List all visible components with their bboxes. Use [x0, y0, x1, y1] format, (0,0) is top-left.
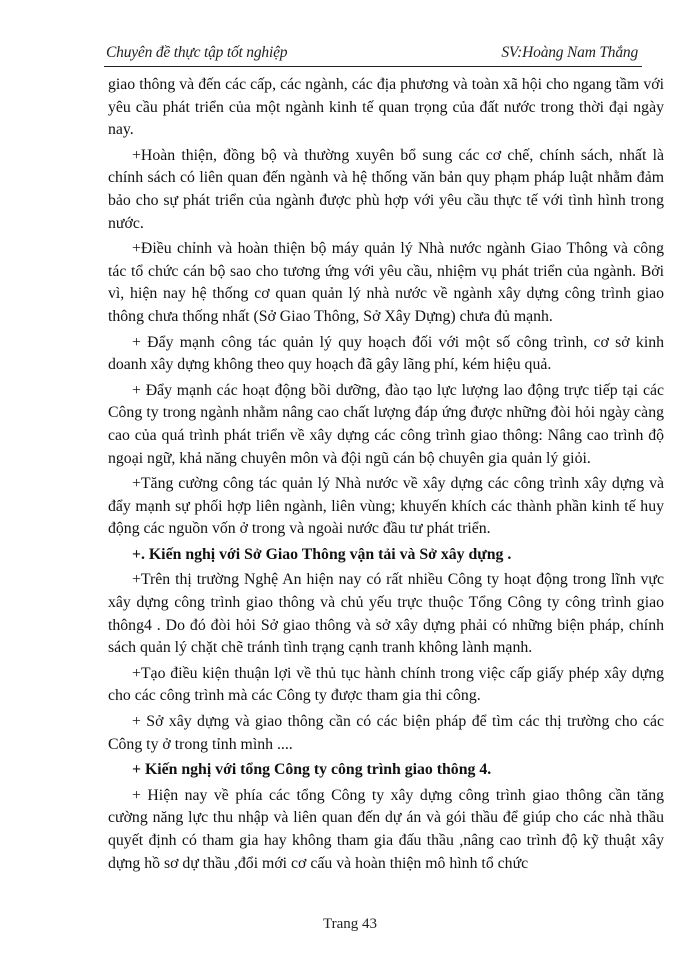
paragraph: +Tăng cường công tác quản lý Nhà nước về xây dựng các công trình xây dựng và đẩy mạnh sự phối hợp liên ngành, liên vùng; khuyến khích các thành phần kinh tế huy động các nguồn vốn ở trong và ngoài nước đầu tư phát triển. — [108, 475, 664, 538]
document-body — [108, 74, 664, 878]
paragraph: +Điều chỉnh và hoàn thiện bộ máy quản lý Nhà nước ngành Giao Thông và công tác tổ chức cán bộ sao cho tương ứng với yêu cầu, nhiệm vụ phát triển của ngành. Bởi vì, hiện nay hệ thống cơ quan quản lý nhà nước về ngành xây dựng công trình giao thông chưa thống nhất (Sở Giao Thông, Sở Xây Dựng) chưa đủ mạnh. — [108, 240, 664, 325]
header-rule — [104, 66, 642, 67]
page-header — [106, 44, 638, 62]
paragraph: giao thông và đến các cấp, các ngành, các địa phương và toàn xã hội cho ngang tầm với yêu cầu phát triển của một ngành kinh tế quan trọng của đất nước trong thời đại ngày nay. — [108, 76, 664, 139]
paragraph: + Sở xây dựng và giao thông cần có các biện pháp để tìm các thị trường cho các Công ty ở trong tỉnh mình .... — [108, 713, 664, 753]
paragraph: + Hiện nay về phía các tổng Công ty xây dựng công trình giao thông cần tăng cường năng lực thu nhập và liên quan đến dự án và gói thầu để giúp cho các nhà thầu quyết định có tham gia hay không tham gia đấu thầu ,nâng cao trình độ kỹ thuật xây dựng hồ sơ dự thầu ,đổi mới cơ cấu và hoàn thiện mô hình tổ chức — [108, 786, 664, 872]
section-heading: + Kiến nghị với tổng Công ty công trình giao thông 4. — [132, 761, 492, 779]
header-title: Chuyên đề thực tập tốt nghiệp — [106, 44, 288, 61]
page-number: Trang 43 — [322, 916, 378, 932]
paragraph: + Đẩy mạnh các hoạt động bồi dưỡng, đào tạo lực lượng lao động trực tiếp tại các Công ty trong ngành nhằm nâng cao chất lượng đáp ứng được những đòi hỏi ngày càng cao của quá trình phát triển về xây dựng các công trình giao thông: Nâng cao trình độ ngoại ngữ, khả năng chuyên môn và đội ngũ cán bộ chuyên gia quản lý giỏi. — [108, 381, 664, 467]
header-author: SV:Hoàng Nam Thắng — [501, 44, 638, 61]
paragraph: +Trên thị trường Nghệ An hiện nay có rất nhiều Công ty hoạt động trong lĩnh vực xây dựng công trình giao thông và chủ yếu trực thuộc Tổng Công ty công trình giao thông4 . Do đó đòi hỏi Sở giao thông và sở xây dựng phải có những biện pháp, chính sách quản lý chặt chẽ tránh tình trạng cạnh tranh không lành mạnh. — [108, 571, 664, 657]
paragraph: +Tạo điều kiện thuận lợi về thủ tục hành chính trong việc cấp giấy phép xây dựng cho các công trình mà các Công ty được tham gia thi công. — [108, 664, 664, 705]
section-heading: +. Kiến nghị với Sở Giao Thông vận tải và Sở xây dựng . — [132, 545, 512, 563]
paragraph: + Đẩy mạnh công tác quản lý quy hoạch đối với một số công trình, cơ sở kinh doanh xây dựng không theo quy hoạch đã gây lãng phí, kém hiệu quả. — [108, 333, 664, 374]
paragraph: +Hoàn thiện, đồng bộ và thường xuyên bổ sung các cơ chế, chính sách, nhất là chính sách có liên quan đến ngành và hệ thống văn bản quy phạm pháp luật nhằm đảm bảo cho sự phát triển của ngành được phù hợp với yêu cầu thực tế với tình hình trong nước. — [108, 146, 664, 232]
